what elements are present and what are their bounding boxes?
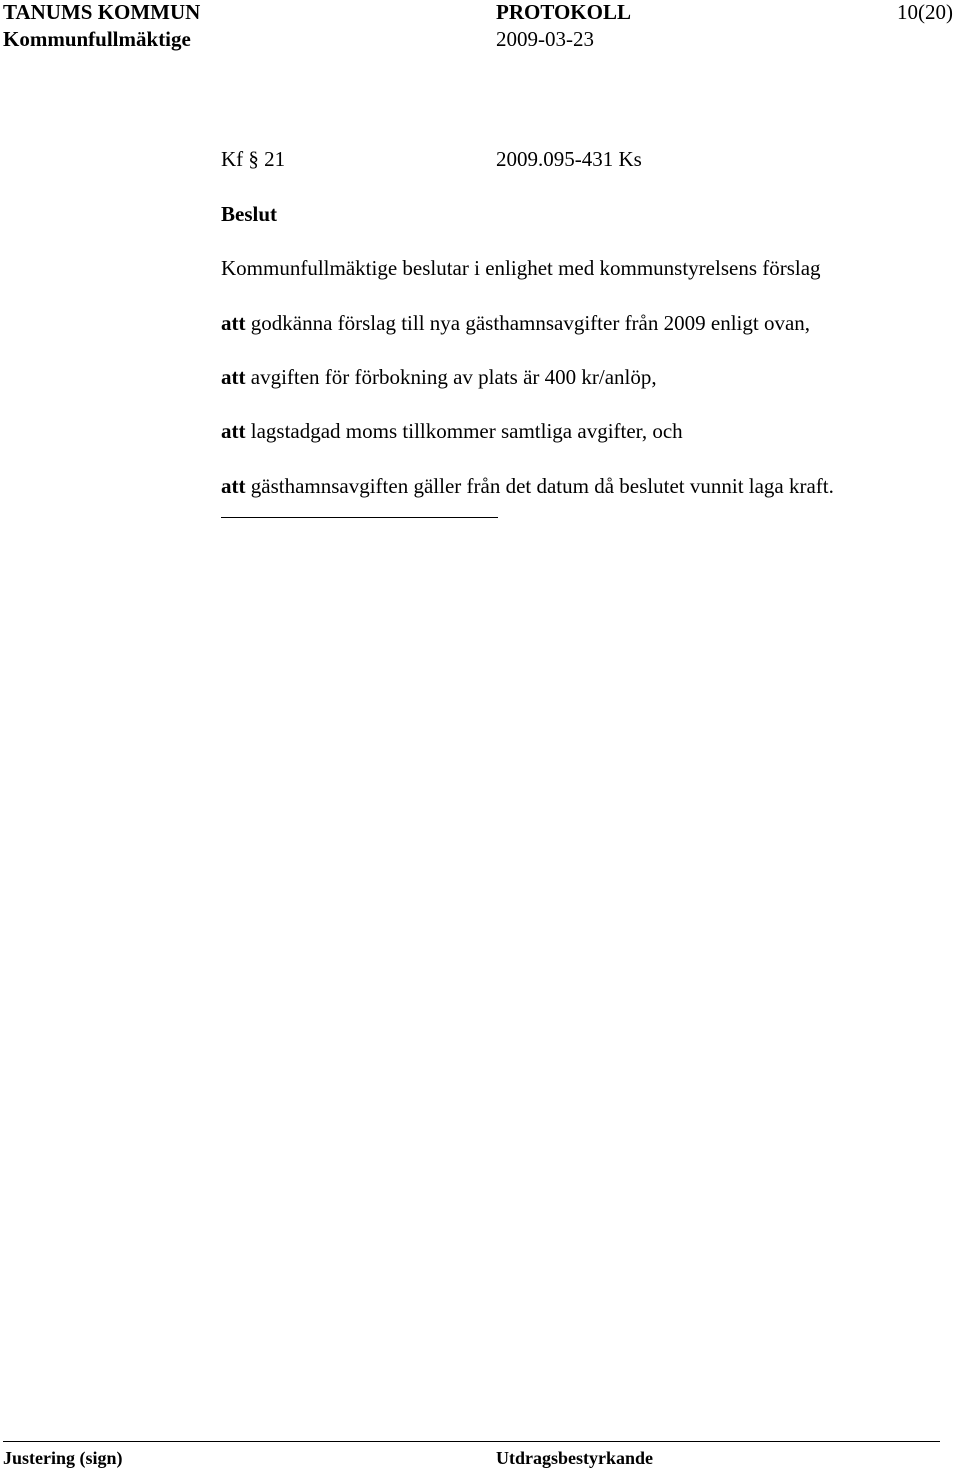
- page-number: 10(20): [897, 0, 953, 24]
- decision-item: [221, 311, 810, 335]
- decision-item-text: lagstadgad moms tillkommer samtliga avgifter, och: [245, 419, 683, 443]
- decision-item: [221, 365, 657, 389]
- meeting-date: 2009-03-23: [496, 27, 594, 51]
- decision-item-text: avgiften för förbokning av plats är 400 kr/anlöp,: [245, 365, 657, 389]
- utdragsbestyrkande-label: Utdragsbestyrkande: [496, 1448, 654, 1468]
- document-type: PROTOKOLL: [496, 0, 631, 24]
- decision-item-keyword: att: [221, 365, 246, 389]
- decision-item-text: gästhamnsavgiften gäller från det datum då beslutet vunnit laga kraft.: [245, 474, 834, 498]
- decision-heading: Beslut: [221, 202, 278, 226]
- decision-item: [221, 474, 834, 498]
- decision-intro: Kommunfullmäktige beslutar i enlighet med kommunstyrelsens förslag: [221, 256, 821, 280]
- decision-item-text: godkänna förslag till nya gästhamnsavgifter från 2009 enligt ovan,: [245, 311, 811, 335]
- paragraph-reference: Kf § 21: [221, 147, 286, 171]
- organization-name: TANUMS KOMMUN: [3, 0, 201, 24]
- decision-item-keyword: att: [221, 419, 246, 443]
- decision-item-keyword: att: [221, 474, 246, 498]
- case-number: 2009.095-431 Ks: [496, 147, 642, 171]
- footer-divider: [3, 1441, 940, 1442]
- justering-signature-label: Justering (sign): [3, 1448, 123, 1468]
- meeting-body: Kommunfullmäktige: [3, 27, 191, 51]
- decision-item: [221, 419, 683, 443]
- decision-item-keyword: att: [221, 311, 246, 335]
- section-end-divider: [221, 517, 498, 518]
